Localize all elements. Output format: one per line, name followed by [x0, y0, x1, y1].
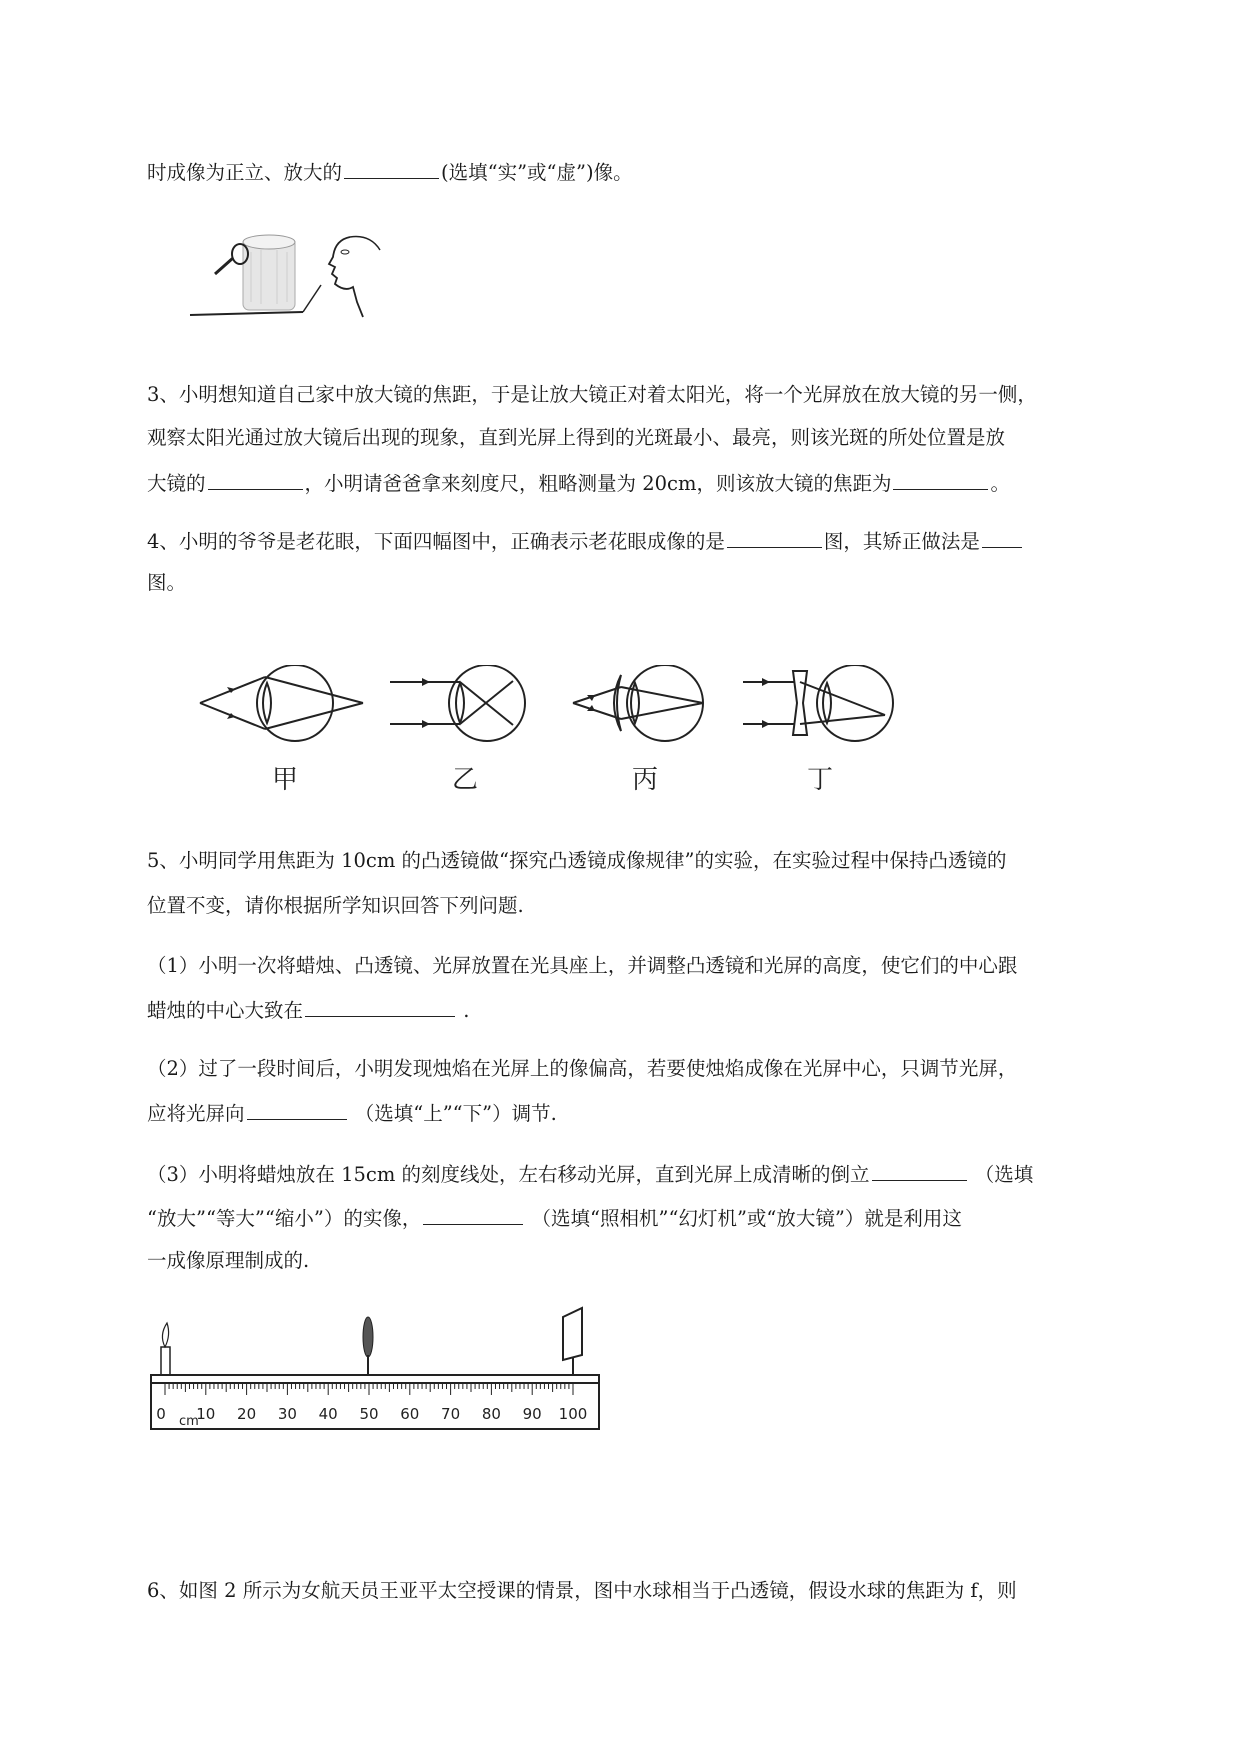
light-screen: [563, 1308, 582, 1360]
ruler-tick-label: 0: [156, 1405, 166, 1423]
q5-part2-line-1: （2）过了一段时间后，小明发现烛焰在光屏上的像偏高，若要使烛焰成像在光屏中心，只调节光屏，: [147, 1057, 1018, 1080]
q3-line-3: 大镜的 ，小明请爸爸拿来刻度尺，粗略测量为 20cm，则该放大镜的焦距为 。: [147, 469, 1010, 497]
label-bing: 丙: [631, 765, 659, 795]
answer-blank[interactable]: [208, 469, 303, 490]
answer-blank[interactable]: [305, 996, 455, 1017]
q4-line-1: 4、小明的爷爷是老花眼，下面四幅图中，正确表示老花眼成像的是 图，其矫正做法是: [147, 527, 1024, 555]
ruler-tick-label: 100: [558, 1405, 588, 1423]
answer-blank[interactable]: [727, 527, 822, 548]
ruler-tick-label: 60: [400, 1405, 420, 1423]
ruler-tick-label: 70: [441, 1405, 461, 1423]
answer-blank[interactable]: [423, 1204, 523, 1225]
answer-blank[interactable]: [247, 1099, 347, 1120]
ruler-unit: cm: [179, 1414, 199, 1429]
q5-part3-line-3: 一成像原理制成的.: [147, 1249, 310, 1272]
ruler-tick-label: 30: [277, 1405, 297, 1423]
answer-blank[interactable]: [344, 158, 439, 179]
ruler-tick-label: 10: [196, 1405, 216, 1423]
q5-part1-line-1: （1）小明一次将蜡烛、凸透镜、光屏放置在光具座上，并调整凸透镜和光屏的高度，使它们的中心跟: [147, 954, 1018, 977]
ruler-tick-label: 20: [237, 1405, 257, 1423]
label-ding: 丁: [806, 765, 834, 795]
label-jia: 甲: [271, 765, 299, 795]
q5-part1-line-2: 蜡烛的中心大致在 .: [147, 996, 469, 1024]
q3-line-1: 3、小明想知道自己家中放大镜的焦距，于是让放大镜正对着太阳光，将一个光屏放在放大镜的另一侧，: [147, 383, 1037, 406]
optical-bench-figure: [145, 1305, 605, 1435]
convex-lens: [363, 1317, 373, 1357]
eye-diagrams-figure: [195, 665, 915, 800]
q5-part3-line-2: “放大”“等大”“缩小”）的实像， （选填“照相机”“幻灯机”或“放大镜”）就是利用这: [147, 1204, 962, 1232]
q4-line-2: 图。: [147, 571, 187, 594]
answer-blank[interactable]: [893, 469, 988, 490]
q3-line-2: 观察太阳光通过放大镜后出现的现象，直到光屏上得到的光斑最小、最亮，则该光斑的所处位置是放: [147, 426, 1006, 449]
q5-part3-line-1: （3）小明将蜡烛放在 15cm 的刻度线处，左右移动光屏，直到光屏上成清晰的倒立 （选填: [147, 1160, 1033, 1188]
answer-blank[interactable]: [872, 1160, 967, 1181]
q5-line-2: 位置不变，请你根据所学知识回答下列问题.: [147, 894, 524, 917]
ruler-tick-label: 40: [318, 1405, 338, 1423]
candle: [161, 1347, 170, 1375]
ruler-tick-label: 50: [359, 1405, 379, 1423]
magnifier-figure: [185, 232, 390, 322]
answer-blank[interactable]: [982, 527, 1022, 548]
q5-line-1: 5、小明同学用焦距为 10cm 的凸透镜做“探究凸透镜成像规律”的实验，在实验过程中保持凸透镜的: [147, 849, 1007, 872]
q5-part2-line-2: 应将光屏向 （选填“上”“下”）调节.: [147, 1099, 557, 1127]
q6-line-1: 6、如图 2 所示为女航天员王亚平太空授课的情景，图中水球相当于凸透镜，假设水球的焦距为 f，则: [147, 1579, 1017, 1602]
ruler-tick-label: 80: [481, 1405, 501, 1423]
continued-sentence: 时成像为正立、放大的 (选填“实”或“虚”)像。: [147, 158, 633, 186]
ruler-tick-label: 90: [522, 1405, 542, 1423]
label-yi: 乙: [451, 765, 479, 795]
